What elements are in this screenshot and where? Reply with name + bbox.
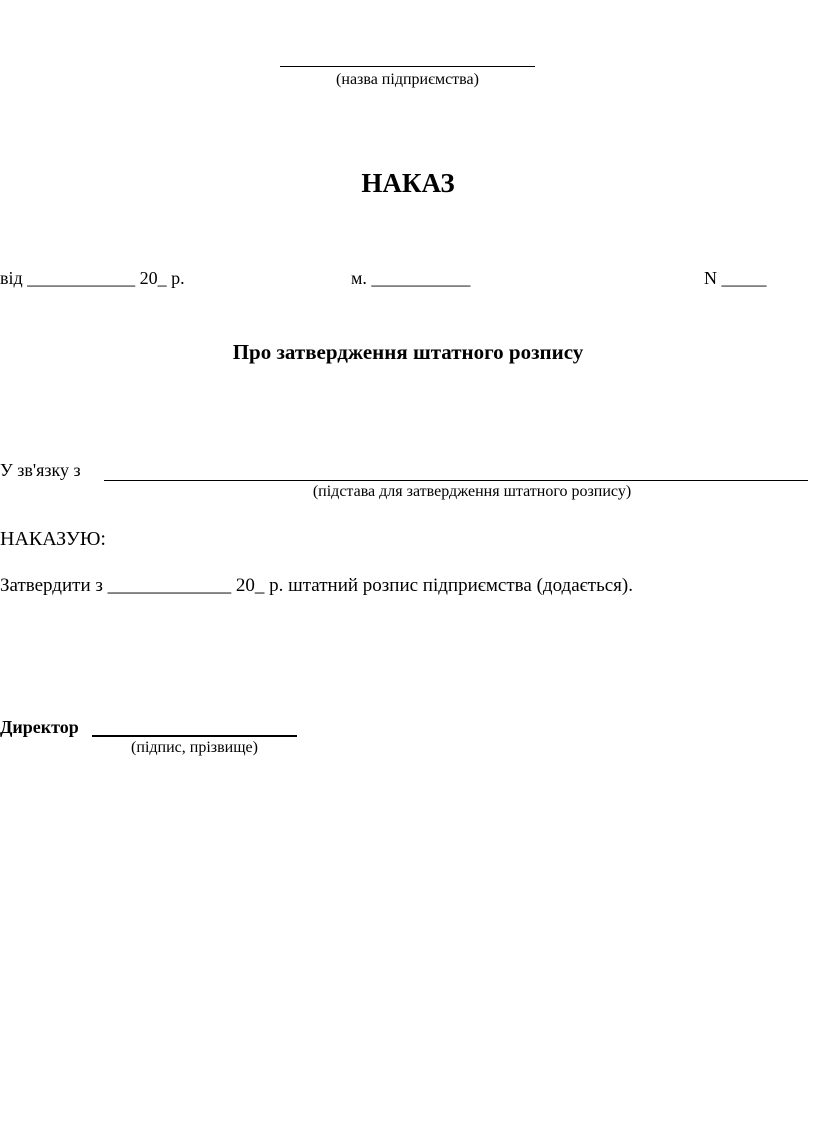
basis-blank-line xyxy=(104,480,808,481)
order-date: від ____________ 20_ р. xyxy=(0,268,185,288)
order-verb: НАКАЗУЮ: xyxy=(0,528,106,550)
document-title: НАКАЗ xyxy=(361,168,455,198)
approve-paragraph: Затвердити з _____________ 20_ р. штатний розпис підприємства (додається). xyxy=(0,575,633,596)
signature-line xyxy=(92,735,297,737)
company-name-caption: (назва підприємства) xyxy=(336,71,479,88)
company-name-line xyxy=(280,66,535,67)
director-label: Директор xyxy=(0,717,79,737)
order-subject: Про затвердження штатного розпису xyxy=(232,340,584,364)
signature-caption: (підпис, прізвище) xyxy=(131,739,258,756)
order-city: м. ___________ xyxy=(351,268,471,288)
basis-caption: (підстава для затвердження штатного розпису) xyxy=(312,483,632,500)
order-number: N _____ xyxy=(704,268,767,288)
basis-lead-text: У зв'язку з xyxy=(0,460,81,480)
